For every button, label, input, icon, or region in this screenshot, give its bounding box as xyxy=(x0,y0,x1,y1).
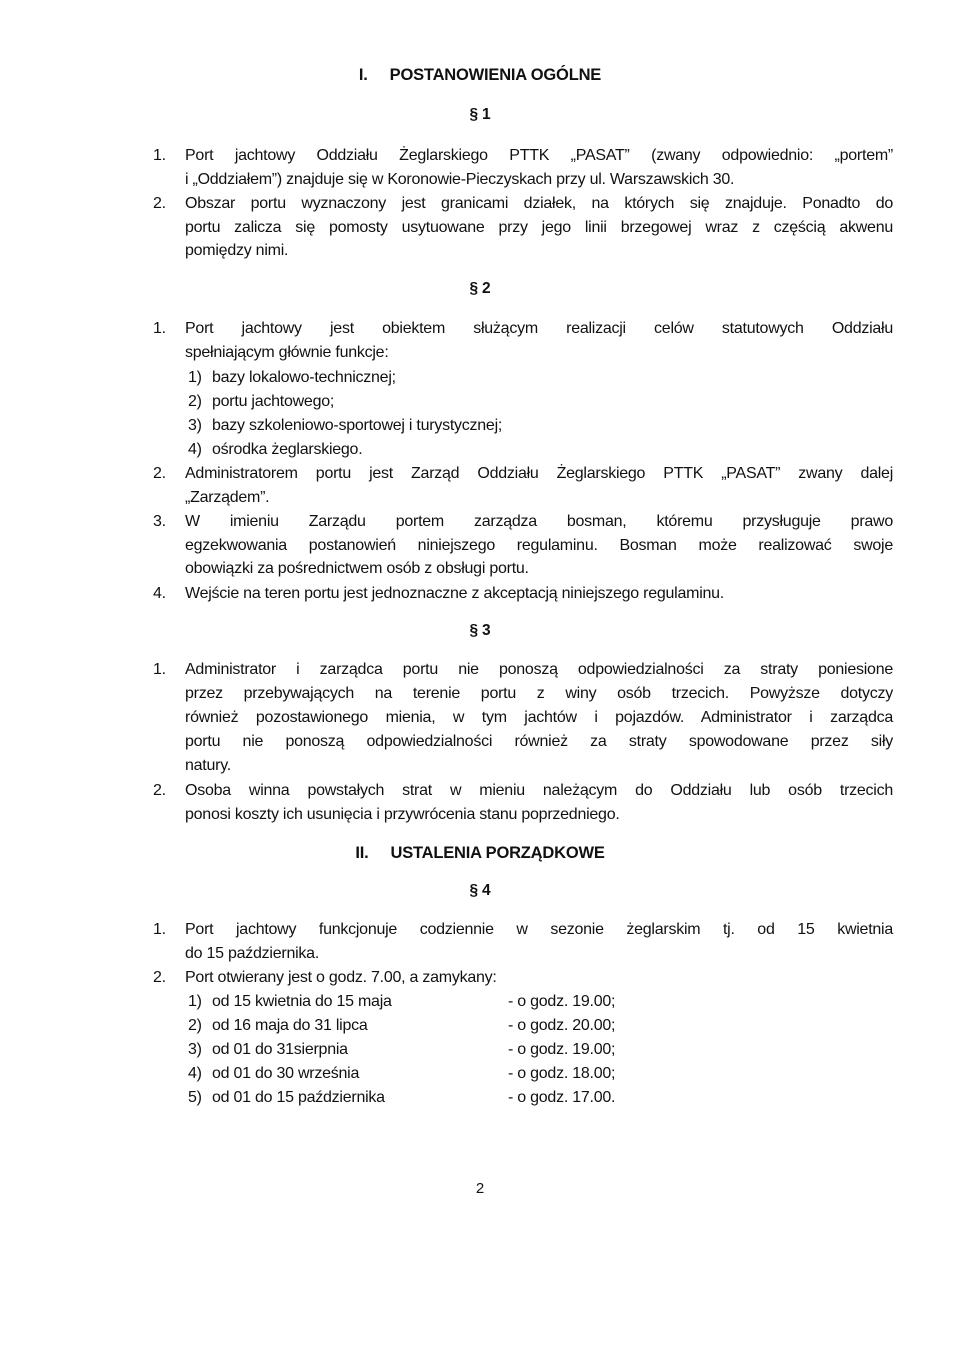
item-line: Obszar portu wyznaczony jest granicami działek, na których się znajduje. Ponadto do xyxy=(185,195,893,212)
item-number: 1. xyxy=(153,921,166,938)
item-line: Port jachtowy funkcjonuje codziennie w sezonie żeglarskim tj. od 15 kwietnia xyxy=(185,921,893,938)
hours-closing-time: - o godz. 19.00; xyxy=(508,993,616,1010)
item-line: portu nie ponoszą odpowiedzialności również za straty spowodowane przez siły xyxy=(185,733,893,750)
item-line: Osoba winna powstałych strat w mieniu należącym do Oddziału lub osób trzecich xyxy=(185,782,893,799)
section-title: USTALENIA PORZĄDKOWE xyxy=(390,844,605,862)
hours-closing-time: - o godz. 20.00; xyxy=(508,1017,616,1034)
section-heading-1 xyxy=(0,66,960,85)
item-line: obowiązki za pośrednictwem osób z obsługi portu. xyxy=(185,560,529,577)
hours-closing-time: - o godz. 18.00; xyxy=(508,1065,616,1082)
hours-period: od 01 do 15 października xyxy=(212,1089,385,1106)
item-number: 4. xyxy=(153,585,166,602)
item-line: Port otwierany jest o godz. 7.00, a zamykany: xyxy=(185,969,497,986)
item-line: Port jachtowy jest obiektem służącym realizacji celów statutowych Oddziału xyxy=(185,320,893,337)
hours-closing-time: - o godz. 17.00. xyxy=(508,1089,616,1106)
item-line: egzekwowania postanowień niniejszego regulaminu. Bosman może realizować swoje xyxy=(185,536,893,554)
hours-row xyxy=(188,1062,708,1086)
sub-item xyxy=(188,414,502,438)
item-line: do 15 października. xyxy=(185,945,320,962)
hours-period: od 01 do 30 września xyxy=(212,1065,360,1082)
section-title: POSTANOWIENIA OGÓLNE xyxy=(389,66,602,84)
item-number: 2. xyxy=(153,195,166,212)
item-line: portu zalicza się pomosty usytuowane przy jego linii brzegowej wraz z częścią akwenu xyxy=(185,218,893,236)
hours-row xyxy=(188,1086,708,1110)
paragraph-mark: § 2 xyxy=(469,280,491,297)
section-numeral: II. xyxy=(355,844,369,862)
item-line: Administrator i zarządca portu nie ponoszą odpowiedzialności za straty poniesione xyxy=(185,661,893,678)
hours-number: 3) xyxy=(188,1041,202,1058)
sub-number: 4) xyxy=(188,441,202,458)
item-line: ponosi koszty ich usunięcia i przywrócenia stanu poprzedniego. xyxy=(185,806,620,823)
sub-text: bazy lokalowo-technicznej; xyxy=(212,369,396,386)
sub-text: bazy szkoleniowo-sportowej i turystycznej; xyxy=(212,417,503,434)
paragraph-mark: § 1 xyxy=(469,106,491,123)
hours-row xyxy=(188,1038,708,1062)
item-line: Administratorem portu jest Zarząd Oddziału Żeglarskiego PTTK „PASAT” zwany dalej xyxy=(185,465,893,482)
item-number: 1. xyxy=(153,147,166,164)
item-line: natury. xyxy=(185,757,231,774)
hours-row xyxy=(188,990,708,1014)
hours-number: 5) xyxy=(188,1089,202,1106)
item-number: 1. xyxy=(153,320,166,337)
item-line: „Zarządem”. xyxy=(185,488,270,506)
item-line: Wejście na teren portu jest jednoznaczne z akceptacją niniejszego regulaminu. xyxy=(185,585,724,602)
hours-number: 4) xyxy=(188,1065,202,1082)
item-number: 2. xyxy=(153,465,166,482)
sub-item xyxy=(188,438,362,462)
sub-number: 3) xyxy=(188,417,202,434)
section-heading-2 xyxy=(0,844,960,863)
hours-period: od 16 maja do 31 lipca xyxy=(212,1017,368,1034)
hours-number: 2) xyxy=(188,1017,202,1034)
item-line: pomiędzy nimi. xyxy=(185,242,289,259)
sub-number: 1) xyxy=(188,369,202,386)
item-line: i „Oddziałem”) znajduje się w Koronowie-Pieczyskach przy ul. Warszawskich 30. xyxy=(185,170,735,188)
sub-text: portu jachtowego; xyxy=(212,393,335,410)
page-number: 2 xyxy=(475,1180,485,1197)
hours-closing-time: - o godz. 19.00; xyxy=(508,1041,616,1058)
hours-period: od 15 kwietnia do 15 maja xyxy=(212,993,392,1010)
sub-number: 2) xyxy=(188,393,202,410)
item-line: przez przebywających na terenie portu z winy osób trzecich. Powyższe dotyczy xyxy=(185,685,893,702)
hours-period: od 01 do 31sierpnia xyxy=(212,1041,348,1058)
section-numeral: I. xyxy=(358,66,368,84)
item-line: spełniającym głównie funkcje: xyxy=(185,343,389,361)
sub-item xyxy=(188,390,334,414)
item-number: 3. xyxy=(153,513,166,530)
item-number: 1. xyxy=(153,661,166,678)
hours-row xyxy=(188,1014,708,1038)
sub-item xyxy=(188,366,396,390)
sub-text: ośrodka żeglarskiego. xyxy=(212,441,363,458)
item-number: 2. xyxy=(153,782,166,799)
item-line: również pozostawionego mienia, w tym jachtów i pojazdów. Administrator i zarządca xyxy=(185,709,893,726)
item-line: W imieniu Zarządu portem zarządza bosman, któremu przysługuje prawo xyxy=(185,513,893,530)
paragraph-mark: § 4 xyxy=(469,882,491,899)
hours-number: 1) xyxy=(188,993,202,1010)
paragraph-mark: § 3 xyxy=(469,622,491,639)
item-number: 2. xyxy=(153,969,166,986)
item-line: Port jachtowy Oddziału Żeglarskiego PTTK „PASAT” (zwany odpowiednio: „portem” xyxy=(185,147,893,164)
